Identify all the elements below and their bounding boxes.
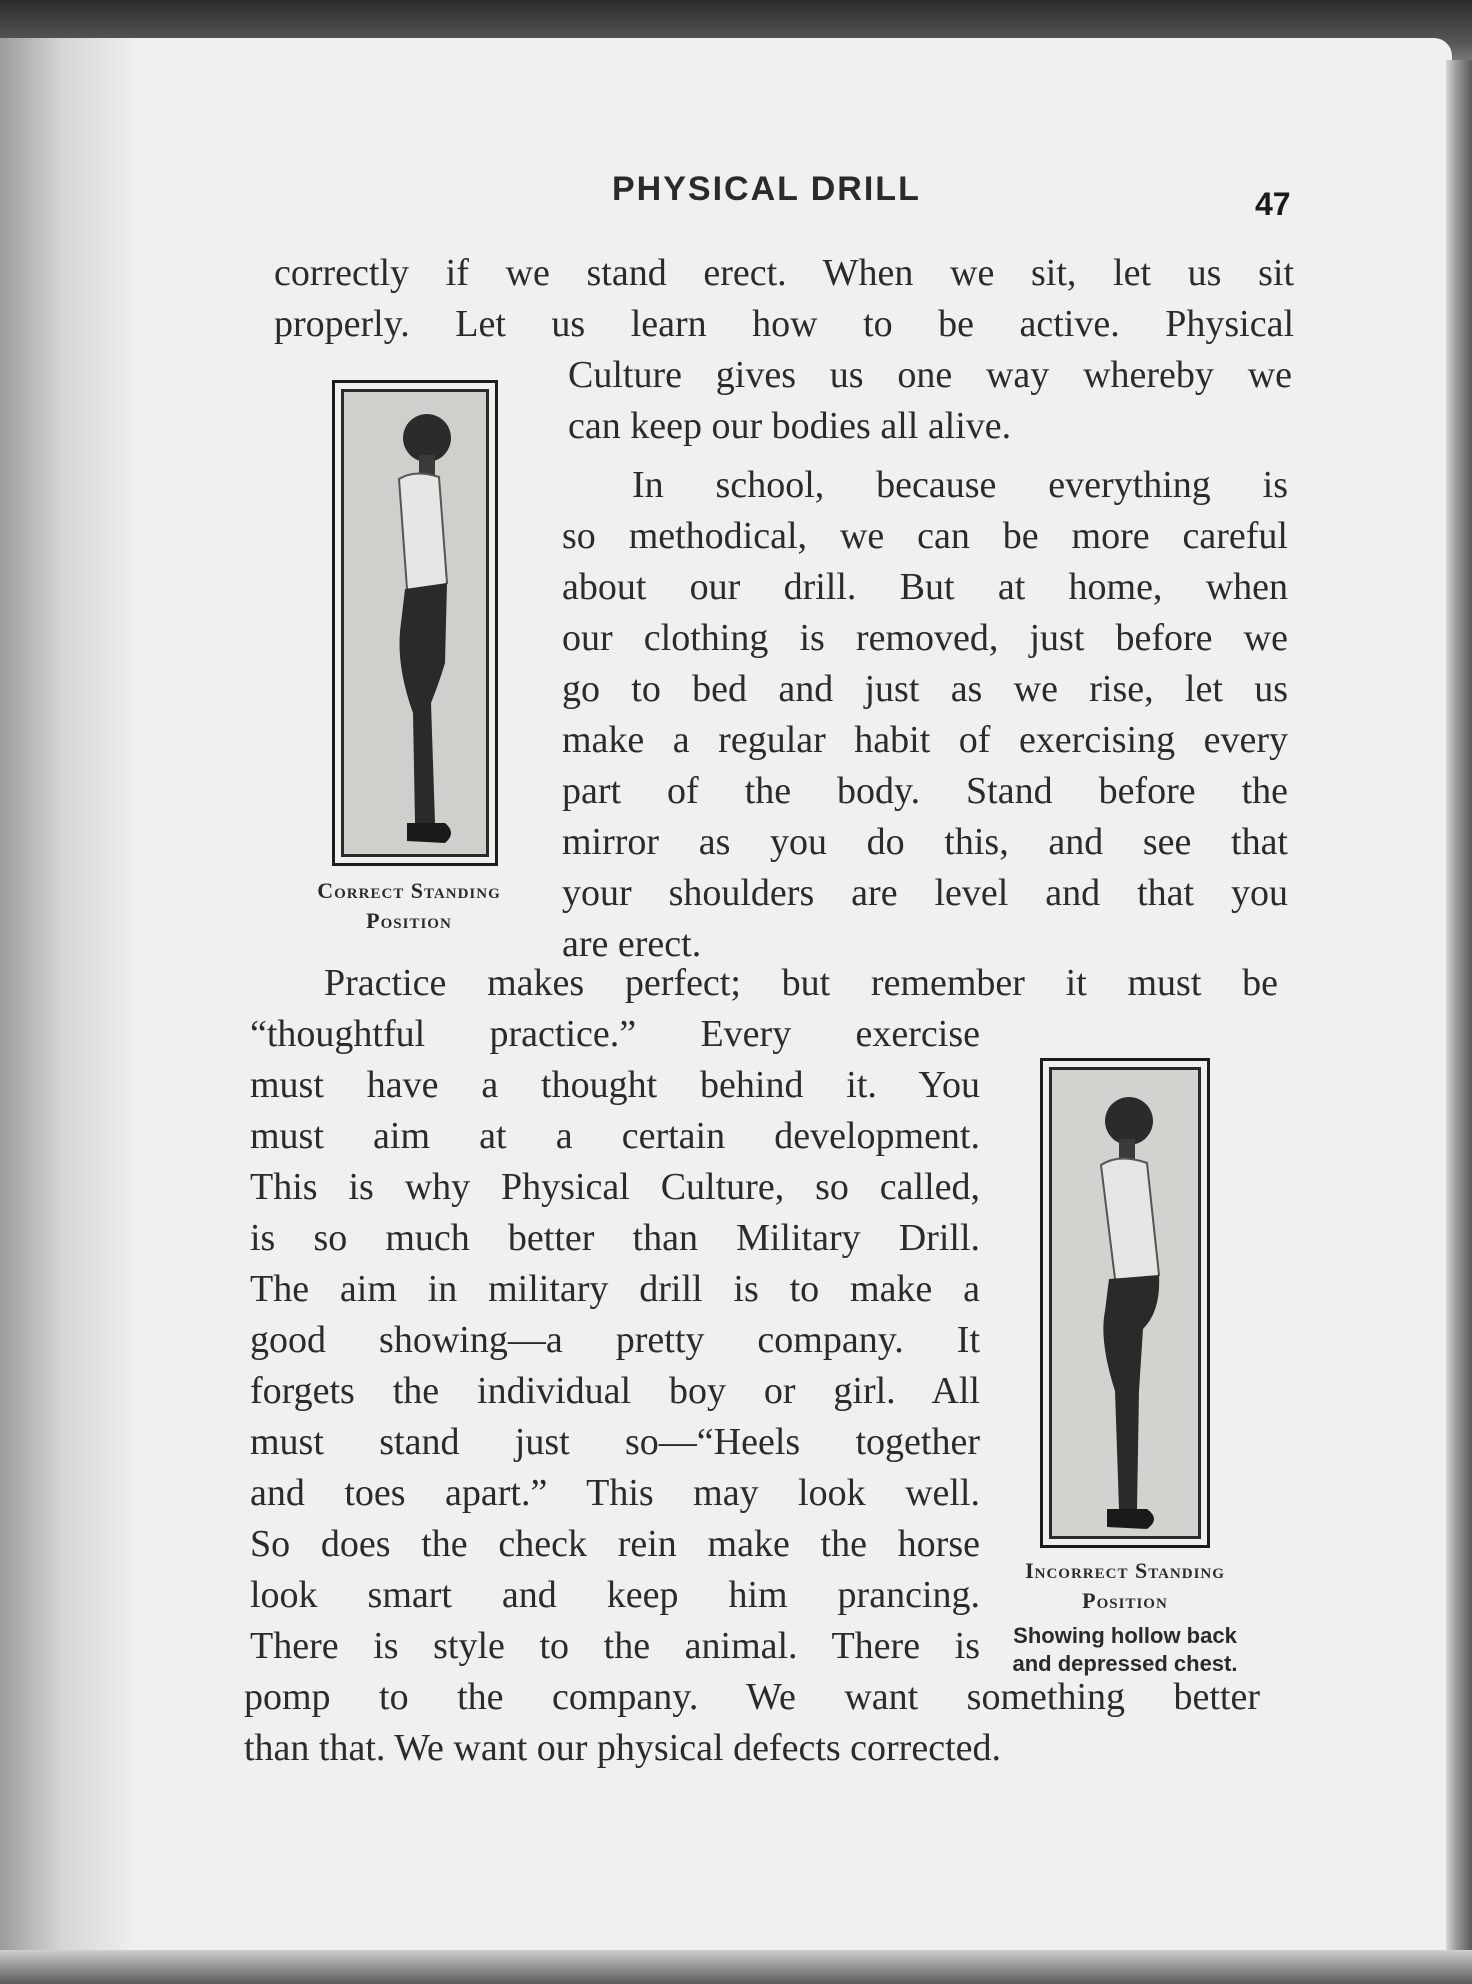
text-line: must have a thought behind it. You bbox=[250, 1064, 980, 1106]
text-line: is so much better than Military Drill. bbox=[250, 1217, 980, 1259]
paragraph-1 bbox=[274, 248, 1294, 350]
boy-standing-figure-icon bbox=[1043, 1061, 1207, 1545]
text-line: good showing—a pretty company. It bbox=[250, 1319, 980, 1361]
running-head: PHYSICAL DRILL bbox=[612, 170, 921, 208]
paragraph-2 bbox=[562, 460, 1288, 970]
text-line: “thoughtful practice.” Every exercise bbox=[250, 1013, 980, 1055]
page-number: 47 bbox=[1255, 186, 1291, 222]
caption-subtitle: Position bbox=[366, 908, 452, 933]
paragraph-1-wrapped bbox=[568, 350, 1292, 452]
text-line: are erect. bbox=[562, 923, 702, 965]
text-line: The aim in military drill is to make a bbox=[250, 1268, 980, 1310]
text-line: about our drill. But at home, when bbox=[562, 566, 1288, 608]
text-line: must aim at a certain development. bbox=[250, 1115, 980, 1157]
caption-note-line: and depressed chest. bbox=[1012, 1651, 1238, 1676]
text-line: There is style to the animal. There is bbox=[250, 1625, 980, 1667]
text-line: Culture gives us one way whereby we bbox=[568, 354, 1292, 396]
paragraph-3-wrapped bbox=[250, 1009, 980, 1672]
text-line: than that. We want our physical defects corrected. bbox=[244, 1727, 1001, 1769]
text-line: mirror as you do this, and see that bbox=[562, 821, 1288, 863]
photo-correct-standing bbox=[332, 380, 498, 866]
text-line: pomp to the company. We want something better bbox=[244, 1676, 1260, 1718]
text-line: can keep our bodies all alive. bbox=[568, 405, 1012, 447]
text-line: In school, because everything is bbox=[632, 464, 1288, 506]
text-line: So does the check rein make the horse bbox=[250, 1523, 980, 1565]
caption-note-line: Showing hollow back bbox=[1013, 1623, 1237, 1648]
text-line: look smart and keep him prancing. bbox=[250, 1574, 980, 1616]
photo-incorrect-standing bbox=[1040, 1058, 1210, 1548]
text-line: so methodical, we can be more careful bbox=[562, 515, 1288, 557]
boy-standing-figure-icon bbox=[335, 383, 495, 863]
text-line: and toes apart.” This may look well. bbox=[250, 1472, 980, 1514]
text-line: correctly if we stand erect. When we sit, let us sit bbox=[274, 252, 1294, 294]
caption-incorrect-standing bbox=[980, 1556, 1270, 1616]
text-line: our clothing is removed, just before we bbox=[562, 617, 1288, 659]
caption-title: Incorrect Standing bbox=[1025, 1558, 1225, 1583]
text-line: must stand just so—“Heels together bbox=[250, 1421, 980, 1463]
text-line: Practice makes perfect; but remember it must be bbox=[324, 962, 1278, 1004]
caption-note-incorrect-standing bbox=[980, 1622, 1270, 1678]
text-line: go to bed and just as we rise, let us bbox=[562, 668, 1288, 710]
text-line: make a regular habit of exercising every bbox=[562, 719, 1288, 761]
page-fore-edge bbox=[1446, 60, 1472, 1984]
text-line: part of the body. Stand before the bbox=[562, 770, 1288, 812]
caption-correct-standing bbox=[276, 876, 542, 936]
text-line: properly. Let us learn how to be active. Physical bbox=[274, 303, 1294, 345]
book-gutter bbox=[0, 38, 140, 1984]
paragraph-3-ending bbox=[244, 1672, 1260, 1774]
caption-title: Correct Standing bbox=[317, 878, 501, 903]
paragraph-3-intro bbox=[254, 958, 1278, 1009]
text-line: This is why Physical Culture, so called, bbox=[250, 1166, 980, 1208]
book-bottom-edge bbox=[0, 1950, 1472, 1984]
caption-subtitle: Position bbox=[1082, 1588, 1168, 1613]
text-line: your shoulders are level and that you bbox=[562, 872, 1288, 914]
text-line: forgets the individual boy or girl. All bbox=[250, 1370, 980, 1412]
